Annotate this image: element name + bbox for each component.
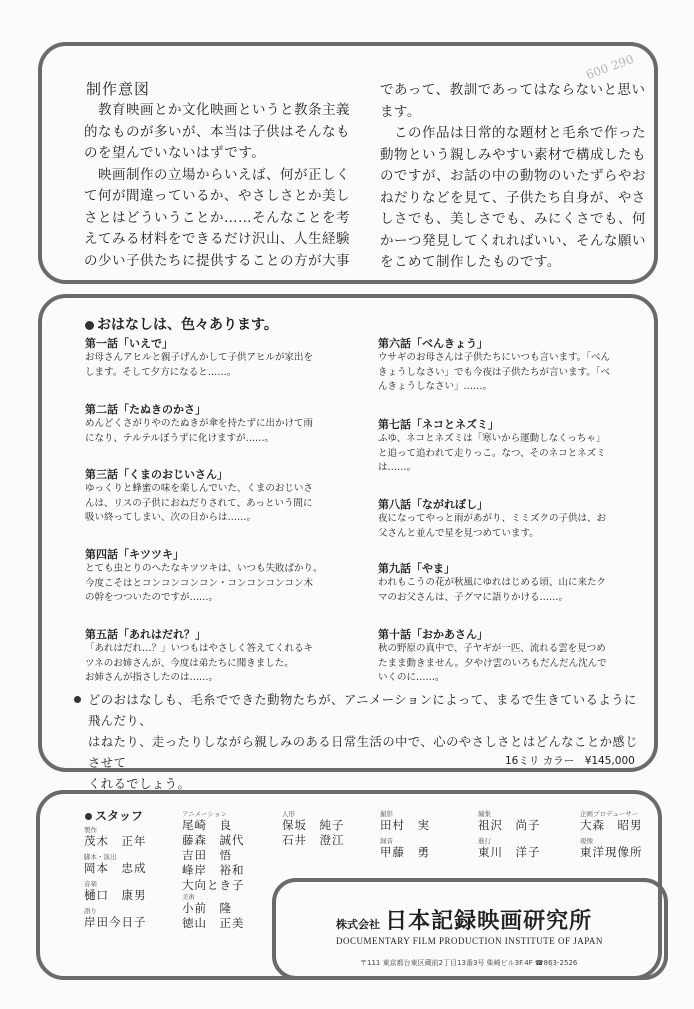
company-name: 日本記録映画研究所 <box>385 909 593 934</box>
intro-title: 制作意図 <box>86 80 151 98</box>
episode-6 <box>378 336 668 395</box>
episode-desc: われもこうの花が秋風にゆれはじめる頃、山に来たク マのお父さんは、子グマに語りかける……。 <box>378 577 607 603</box>
staff-role: 録音 <box>380 837 393 845</box>
episode-1 <box>85 336 375 380</box>
episode-desc: ふゆ、ネコとネズミは「寒いから運動しなくっちゃ」 と追って追われて走りっこ。なつ、そのネコとネズミ は……。 <box>378 433 606 473</box>
staff-name: 保坂 純子 <box>282 818 345 832</box>
staff-name: 東洋現像所 <box>580 845 643 859</box>
bullet-icon <box>85 321 94 330</box>
bullet-icon <box>74 696 81 703</box>
staff-heading-text: スタッフ <box>95 809 144 823</box>
episode-title: 第五話「あれはだれ？」 <box>85 628 206 641</box>
staff-role: 脚本・演出 <box>84 853 117 861</box>
episode-title: 第六話「べんきょう」 <box>378 337 488 350</box>
episode-10 <box>378 627 668 686</box>
episode-title: 第一話「いえで」 <box>85 337 173 350</box>
staff-column-1 <box>84 826 147 930</box>
staff-column-3 <box>282 810 345 848</box>
staff-name: 樋口 康男 <box>84 888 147 902</box>
episode-title: 第七話「ネコとネズミ」 <box>378 418 499 431</box>
staff-role: 語り <box>84 907 97 915</box>
episode-title: 第九話「やま」 <box>378 562 455 575</box>
episode-3 <box>85 467 375 526</box>
company-prefix: 株式会社 <box>336 918 380 931</box>
episode-8 <box>378 497 668 541</box>
bullet-icon <box>85 813 92 820</box>
company-address: 〒111 東京都台東区蔵前2丁目13番3号 柴崎ビル3F.4F ☎863-2526 <box>360 959 578 967</box>
episode-desc: お母さんアヒルと親子げんかして子供アヒルが家出を します。そして夕方になると……。 <box>85 352 314 378</box>
staff-name: 岡本 忠成 <box>84 861 147 875</box>
staff-role: 編集 <box>478 810 491 818</box>
staff-column-4 <box>380 810 430 860</box>
staff-name: 東川 洋子 <box>478 845 541 859</box>
staff-name: 大向とき子 <box>182 878 245 892</box>
episode-desc: 「あれはだれ…？」いつもはやさしく答えてくれるキ ツネのお姉さんが、今度は弟たちに聞きました。 お姉さんが指さしたのは……。 <box>85 643 314 683</box>
price-label: 16ミリ カラー ¥145,000 <box>505 755 635 767</box>
episode-desc: ゆっくりと蜂蜜の味を楽しんでいた、くまのおじいさ んは、リスの子供におねだりされて、あっという間に 吸い終ってしまい、次の日からは……。 <box>85 483 313 523</box>
staff-column-2 <box>182 810 245 931</box>
staff-name: 徳山 正美 <box>182 916 245 930</box>
staff-name: 藤森 誠代 <box>182 833 245 847</box>
staff-role: 進行 <box>478 837 491 845</box>
staff-role: 撮影 <box>380 810 393 818</box>
staff-name: 岸田今日子 <box>84 915 147 929</box>
episode-4 <box>85 547 375 606</box>
episode-title: 第二話「たぬきのかさ」 <box>85 403 206 416</box>
company-name-row <box>336 904 592 935</box>
episode-desc: ウサギのお母さんは子供たちにいつも言います。「べん きょうしなさい」でも今夜は子供たちが言います。「べ んきょうしなさい」……。 <box>378 352 610 392</box>
episode-desc: 秋の野原の真中で、子ヤギが一匹、流れる雲を見つめ たまま動きません。夕やけ雲のいろもだんだん沈んで いくのに……。 <box>378 643 607 683</box>
episode-title: 第八話「ながれぼし」 <box>378 498 488 511</box>
staff-name: 茂木 正年 <box>84 834 147 848</box>
episode-7 <box>378 417 668 476</box>
intro-left-text: 教育映画とか文化映画というと教条主義 的なものが多いが、本当は子供はそんなも のを望んでいないはずです。 映画制作の立場からいえば、何が正しく て何が間違っているか、やさしさとか美し さとはどういうことか……そんなことを考 えてみる材料をできるだけ沢山、人生経験 の少い子供たちに提供することの方が大事 <box>84 102 350 269</box>
episode-9 <box>378 561 668 605</box>
closing-text: どのおはなしも、毛糸でできた動物たちが、アニメーションによって、まるで生きているように飛んだり、 はねたり、走ったりしながら親しみのある日常生活の中で、心のやさしさとはどんなことか感じさせて くれるでしょう。 <box>88 693 639 791</box>
staff-role: 音楽 <box>84 880 97 888</box>
staff-name: 石井 澄江 <box>282 833 345 847</box>
staff-role: 製作 <box>84 826 97 834</box>
episode-desc: とても虫とりのへたなキツツキは、いつも失敗ばかり。 今度こそはとコンコンコンコン・コンコンコンコン木 の幹をつついたのですが……。 <box>85 563 323 603</box>
episode-title: 第四話「キツツキ」 <box>85 548 184 561</box>
staff-name: 峰岸 裕和 <box>182 863 245 877</box>
stories-heading <box>85 314 278 334</box>
staff-name: 吉田 悟 <box>182 848 232 862</box>
handwritten-note: 600 290 <box>584 51 636 83</box>
staff-name: 田村 実 <box>380 818 430 832</box>
staff-name: 尾崎 良 <box>182 818 232 832</box>
company-english-name: DOCUMENTARY FILM PRODUCTION INSTITUTE OF JAPAN <box>336 936 603 946</box>
staff-role: 人形 <box>282 810 295 818</box>
stories-heading-text: おはなしは、色々あります。 <box>97 317 278 333</box>
staff-column-6 <box>580 810 643 860</box>
staff-name: 甲藤 勇 <box>380 845 430 859</box>
staff-heading <box>85 807 143 824</box>
staff-role: 企画プロデューサー <box>580 810 639 818</box>
episode-title: 第三話「くまのおじいさん」 <box>85 468 228 481</box>
intro-right-text: であって、教訓であってはならないと思い ます。 この作品は日常的な題材と毛糸で作った 動物という親しみやすい素材で構成したも のですが、お話の中の動物のいたずらやお ねだりなどを見て、子供たち自身が、やさ しさでも、美しさでも、みにくさでも、何 かーつ発見してくれればいい、そんな願い をこめて制作したものです。 <box>380 82 646 270</box>
staff-role: 現像 <box>580 837 593 845</box>
episode-2 <box>85 402 375 446</box>
episode-5 <box>85 627 375 686</box>
episode-desc: めんどくさがりやのたぬきが傘を持たずに出かけて雨 になり、テルテルぼうずに化けますが……。 <box>85 418 314 444</box>
staff-name: 祖沢 尚子 <box>478 818 541 832</box>
staff-name: 小前 隆 <box>182 901 232 915</box>
staff-column-5 <box>478 810 541 860</box>
staff-role: アニメーション <box>182 810 227 818</box>
episode-title: 第十話「おかあさん」 <box>378 628 488 641</box>
staff-role: 美術 <box>182 893 195 901</box>
staff-name: 大森 昭男 <box>580 818 643 832</box>
episode-desc: 夜になってやっと雨があがり、ミミズクの子供は、お 父さんと並んで星を見つめています。 <box>378 513 607 539</box>
closing-paragraph <box>88 690 648 795</box>
